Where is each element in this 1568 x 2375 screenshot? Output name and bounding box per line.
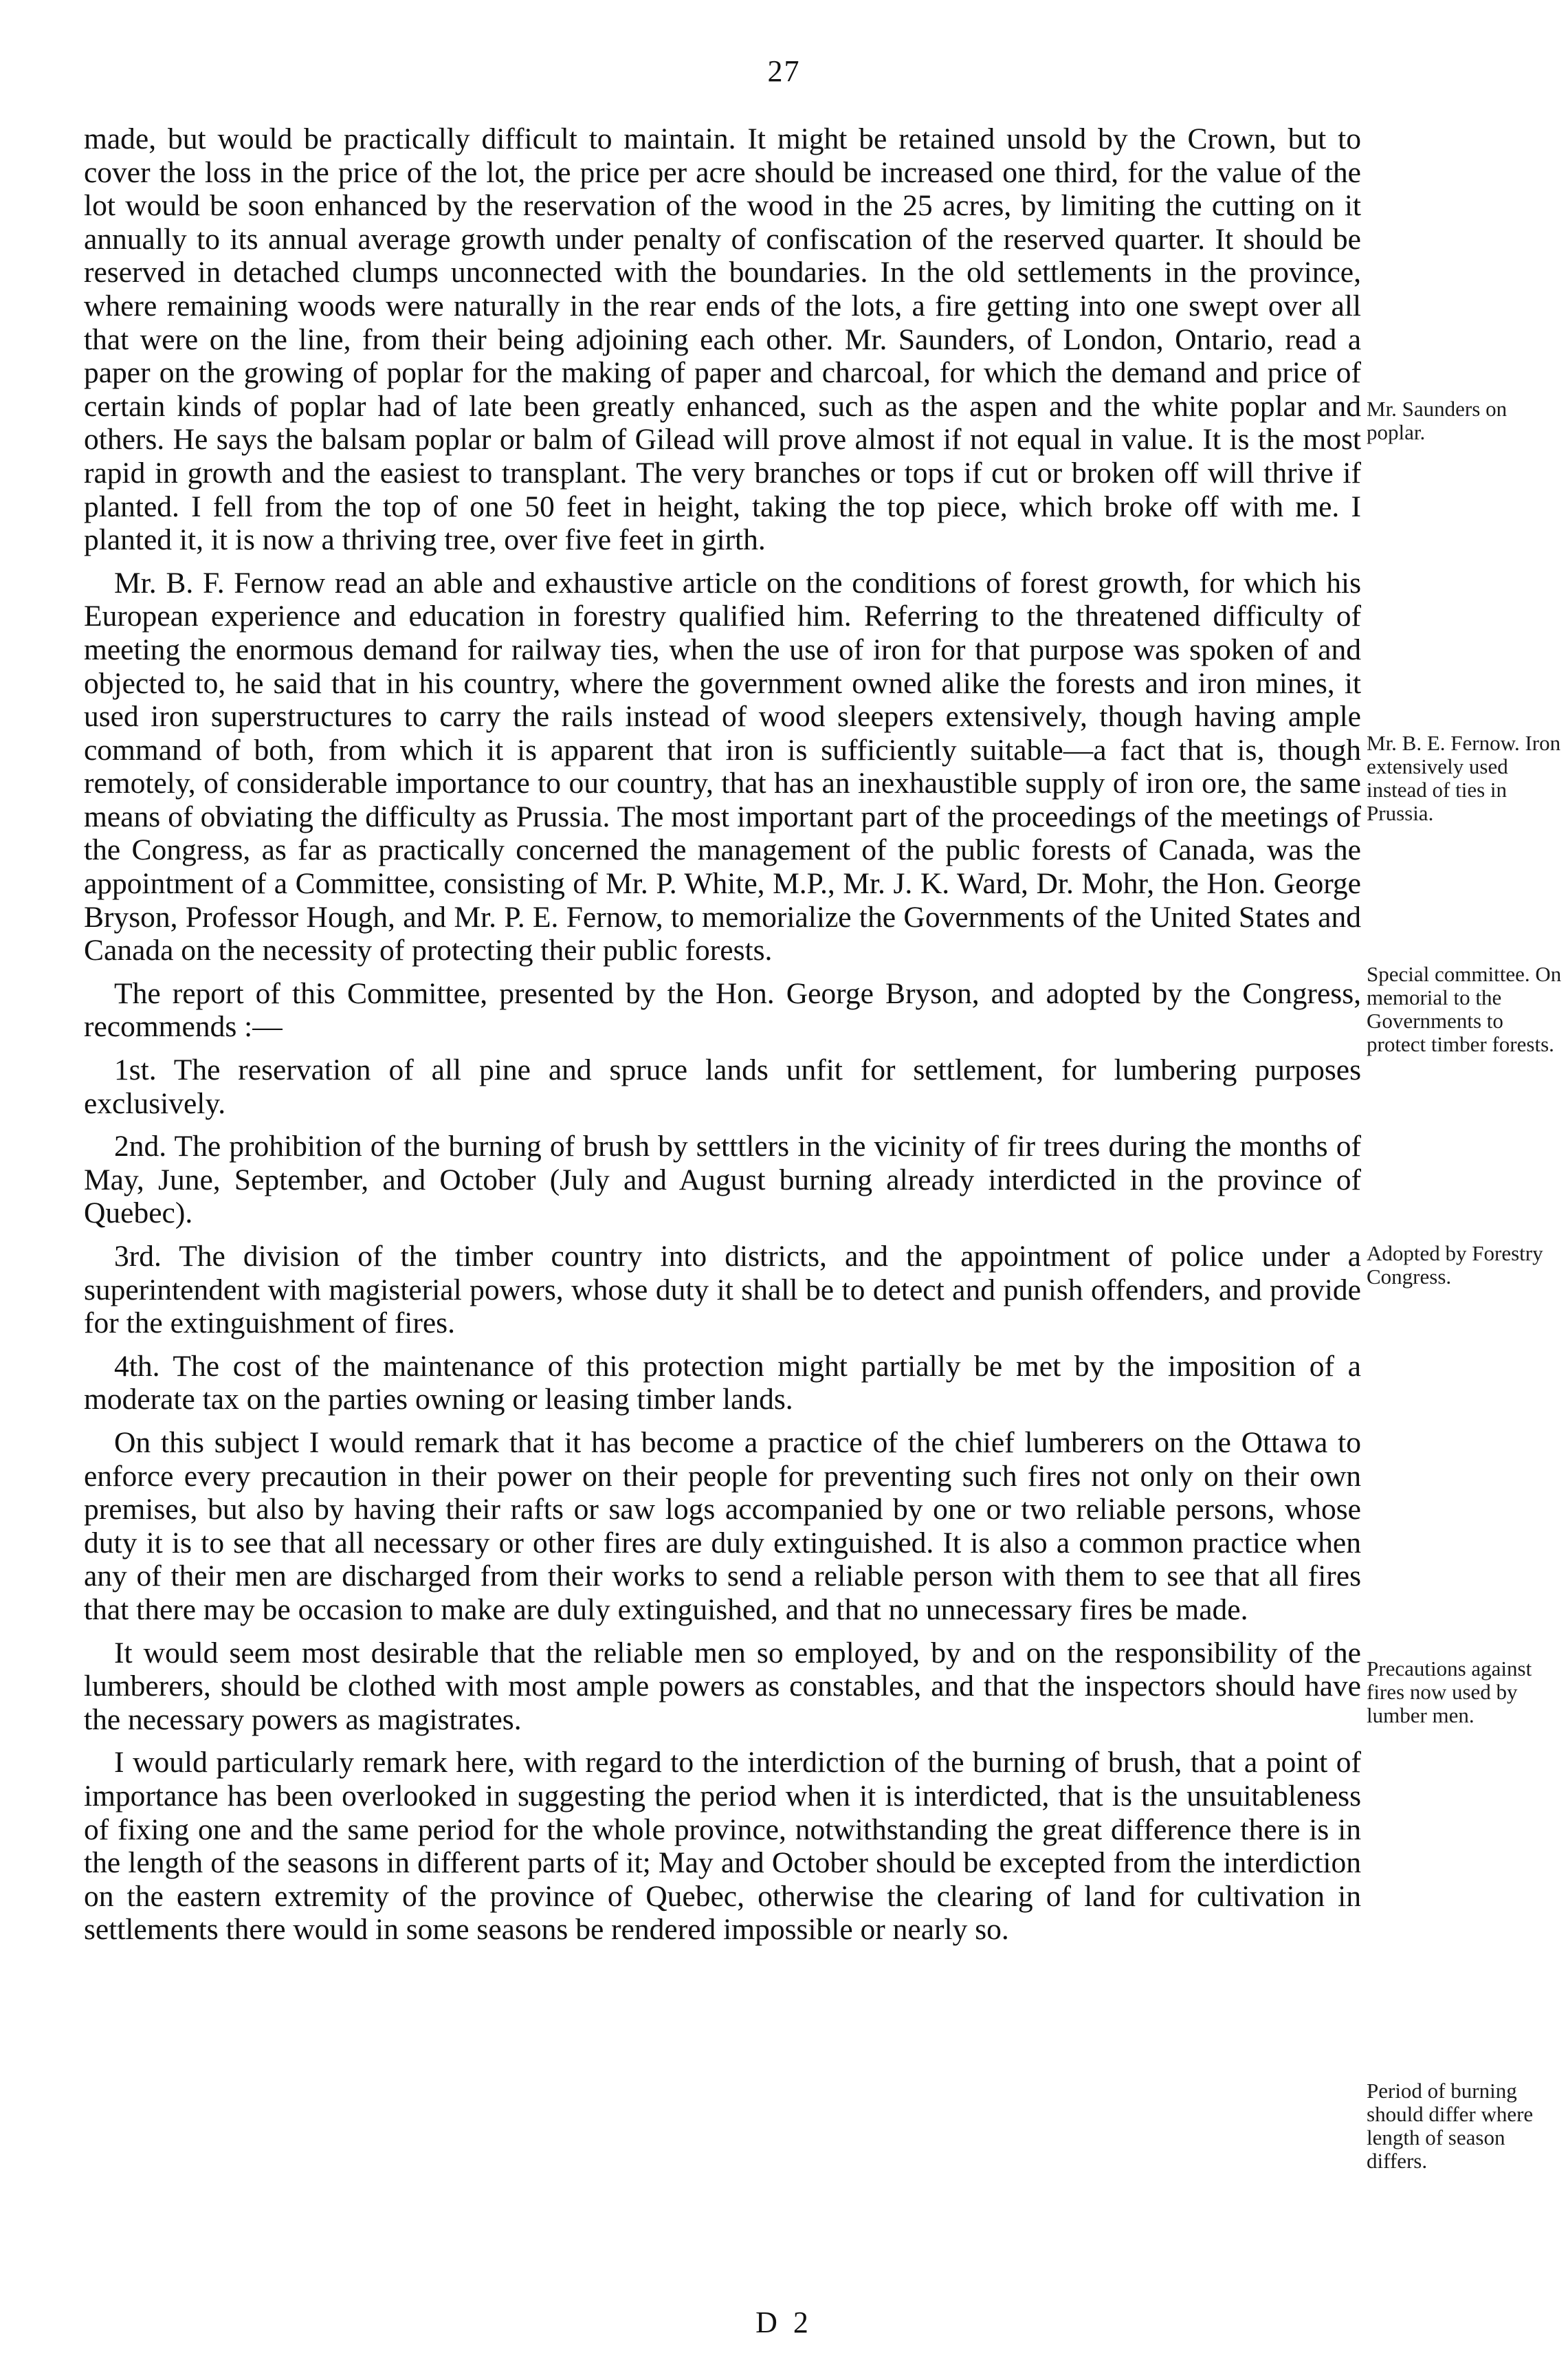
recommendation-4: 4th. The cost of the maintenance of this protection might partially be met by the imposition of a moderate tax on the parties owning or leasing timber lands.	[84, 1349, 1361, 1416]
margin-note-fernow: Mr. B. E. Fernow. Iron extensively used instead of ties in Prussia.	[1367, 731, 1561, 825]
recommendation-1: 1st. The reservation of all pine and spruce lands unfit for settlement, for lumbering purposes exclusively.	[84, 1053, 1361, 1120]
recommendation-3: 3rd. The division of the timber country into districts, and the appointment of police under a superintendent with magisterial powers, whose duty it shall be to detect and punish offenders, and provide for the extinguishment of fires.	[84, 1240, 1361, 1340]
main-text	[84, 122, 1361, 1956]
paragraph-constables: It would seem most desirable that the reliable men so employed, by and on the responsibility of the lumberers, should be clothed with most ample powers as constables, and that the inspectors should have the necessary powers as magistrates.	[84, 1636, 1361, 1736]
paragraph-precautions: On this subject I would remark that it has become a practice of the chief lumberers on the Ottawa to enforce every precaution in their power on their people for preventing such fires not only on their own premises, but also by having their rafts or saw logs accompanied by one or two reliable persons, whose duty it is to see that all necessary or other fires are duly extinguished. It is also a common practice when any of their men are discharged from their works to send a reliable person with them to see that all fires that there may be occasion to make are duly extinguished, and that no unnecessary fires be made.	[84, 1425, 1361, 1626]
margin-note-adopted: Adopted by Forestry Congress.	[1367, 1241, 1543, 1289]
margin-note-saunders: Mr. Saunders on poplar.	[1367, 397, 1508, 444]
margin-note-precautions: Precautions against fires now used by lumber men.	[1367, 1656, 1532, 1727]
margin-note-period-of-burning: Period of burning should differ where length of season differs.	[1367, 2079, 1534, 2173]
signature-mark: D 2	[755, 2306, 813, 2339]
paragraph-continuation: made, but would be practically difficult to maintain. It might be retained unsold by the Crown, but to cover the loss in the price of the lot, the price per acre should be increased one third, for the value of the lot would be soon enhanced by the reservation of the wood in the 25 acres, by limiting the cutting on it annually to its annual average growth under penalty of confiscation of the reserved quarter. It should be reserved in detached clumps unconnected with the boundaries. In the old settlements in the province, where remaining woods were naturally in the rear ends of the lots, a fire getting into one swept over all that were on the line, from their being adjoining each other. Mr. Saunders, of London, Ontario, read a paper on the growing of poplar for the making of paper and charcoal, for which the demand and price of certain kinds of poplar had of late been greatly enhanced, such as the aspen and the white poplar and others. He says the balsam poplar or balm of Gilead will prove almost if not equal in value. It is the most rapid in growth and the easiest to transplant. The very branches or tops if cut or broken off will thrive if planted. I fell from the top of one 50 feet in height, taking the top piece, which broke off with me. I planted it, it is now a thriving tree, over five feet in girth.	[84, 122, 1361, 557]
page-number: 27	[767, 54, 801, 88]
paragraph-fernow: Mr. B. F. Fernow read an able and exhaustive article on the conditions of forest growth, for which his European experience and education in forestry qualified him. Referring to the threatened difficulty of meeting the enormous demand for railway ties, when the use of iron for that purpose was spoken of and objected to, he said that in his country, where the government owned alike the forests and iron mines, it used iron superstructures to carry the rails instead of wood sleepers extensively, though having ample command of both, from which it is apparent that iron is sufficiently suitable—a fact that is, though remotely, of considerable importance to our country, that has an inexhaustible supply of iron ore, the same means of obviating the difficulty as Prussia. The most important part of the proceedings of the meetings of the Congress, as far as practically concerned the management of the public forests of Canada, was the appointment of a Committee, consisting of Mr. P. White, M.P., Mr. J. K. Ward, Dr. Mohr, the Hon. George Bryson, Professor Hough, and Mr. P. E. Fernow, to memorialize the Governments of the United States and Canada on the necessity of protecting their public forests.	[84, 566, 1361, 967]
paragraph-burning-period: I would particularly remark here, with regard to the interdiction of the burning of brush, that a point of importance has been overlooked in suggesting the period when it is interdicted, that is the unsuitableness of fixing one and the same period for the whole province, notwithstanding the great difference there is in the length of the seasons in different parts of it; May and October should be excepted from the interdiction on the eastern extremity of the province of Quebec, otherwise the clearing of land for cultivation in settlements there would in some seasons be rendered impossible or nearly so.	[84, 1746, 1361, 1947]
margin-note-special-committee: Special committee. On memorial to the Governments to protect timber forests.	[1367, 962, 1562, 1056]
recommendation-2: 2nd. The prohibition of the burning of brush by setttlers in the vicinity of fir trees during the months of May, June, September, and October (July and August burning already interdicted in the province of Quebec).	[84, 1130, 1361, 1230]
paragraph-committee-report: The report of this Committee, presented by the Hon. George Bryson, and adopted by the Congress, recommends :—	[84, 976, 1361, 1044]
